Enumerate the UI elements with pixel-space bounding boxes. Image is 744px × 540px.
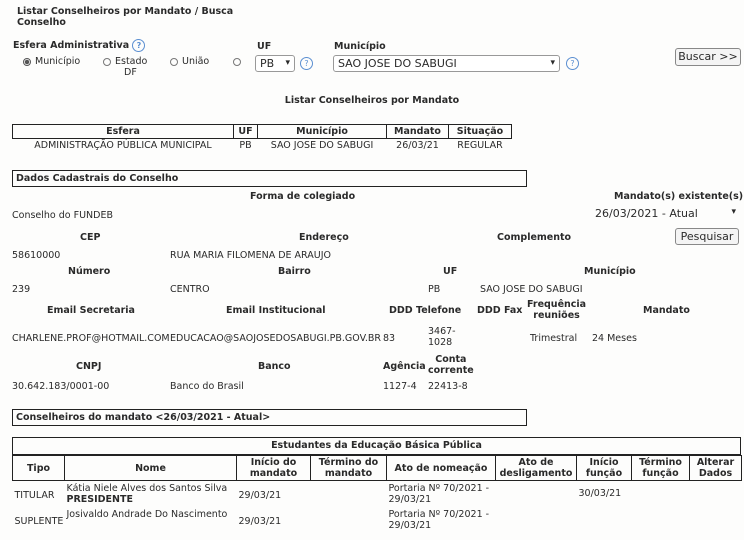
ddd-value: 83 bbox=[383, 333, 396, 344]
ddd-fax-label: DDD Fax bbox=[477, 305, 523, 316]
table-row[interactable]: TITULAR Kátia Niele Alves dos Santos Silva PRESIDENTE 29/03/21 Portaria Nº 70/2021 - 29/03/21 30/03/21 bbox=[14, 483, 622, 505]
col-tipo: Tipo bbox=[13, 456, 65, 481]
mandato-value: 24 Meses bbox=[592, 333, 637, 344]
telefone-value: 3467- 1028 bbox=[428, 326, 456, 348]
group-title: Estudantes da Educação Básica Pública bbox=[12, 437, 741, 455]
banco-value: Banco do Brasil bbox=[170, 381, 244, 392]
frequencia-value: Trimestral bbox=[530, 333, 578, 344]
radio-uniao[interactable]: União bbox=[170, 56, 209, 67]
col-mandato: Mandato bbox=[387, 125, 449, 139]
ddd-label: DDD bbox=[389, 305, 413, 316]
banco-label: Banco bbox=[258, 361, 291, 372]
email-secretaria-label: Email Secretaria bbox=[47, 305, 135, 316]
numero-value: 239 bbox=[12, 284, 31, 295]
agencia-label: Agência bbox=[383, 361, 426, 372]
bairro-label: Bairro bbox=[278, 266, 311, 277]
col-inicio-funcao: Início função bbox=[577, 456, 632, 481]
page-title: Listar Conselheiros por Mandato / Busca Conselho bbox=[17, 6, 234, 28]
email-secretaria-value: CHARLENE.PROF@HOTMAIL.COM bbox=[12, 333, 170, 344]
radio-municipio[interactable]: Município bbox=[23, 56, 80, 67]
chevron-down-icon: ▾ bbox=[285, 58, 290, 68]
numero-label: Número bbox=[68, 266, 111, 277]
esfera-label: Esfera Administrativa ? bbox=[13, 39, 145, 52]
forma-label: Forma de colegiado bbox=[250, 191, 356, 202]
endereco-label: Endereço bbox=[299, 232, 349, 243]
help-icon[interactable]: ? bbox=[132, 39, 145, 52]
email-institucional-value: EDUCACAO@SAOJOSEDOSABUGI.PB.GOV.BR bbox=[170, 333, 382, 344]
help-icon[interactable]: ? bbox=[300, 57, 313, 70]
section-dados-cadastrais: Dados Cadastrais do Conselho bbox=[12, 170, 527, 187]
municipio-label: Município bbox=[334, 41, 386, 52]
radio-estado-df[interactable]: Estado DF bbox=[103, 56, 147, 78]
mandatos-table bbox=[12, 124, 512, 152]
list-heading: Listar Conselheiros por Mandato bbox=[284, 95, 460, 106]
mandato-label: Mandato bbox=[643, 305, 690, 316]
role-badge: PRESIDENTE bbox=[66, 494, 133, 505]
forma-value: Conselho do FUNDEB bbox=[12, 210, 113, 221]
col-nome: Nome bbox=[65, 456, 237, 481]
col-esfera: Esfera bbox=[13, 125, 234, 139]
agencia-value: 1127-4 bbox=[383, 381, 417, 392]
mandato-select[interactable]: 26/03/2021 - Atual ▾ bbox=[595, 207, 736, 220]
col-ato-nomeacao: Ato de nomeação bbox=[387, 456, 496, 481]
radio-icon[interactable] bbox=[170, 58, 178, 66]
col-termino-mandato: Término do mandato bbox=[311, 456, 387, 481]
buscar-button[interactable]: Buscar >> bbox=[675, 48, 741, 66]
col-municipio: Município bbox=[258, 125, 387, 139]
section-conselheiros: Conselheiros do mandato <26/03/2021 - Atual> bbox=[12, 409, 527, 426]
cnpj-value: 30.642.183/0001-00 bbox=[12, 381, 110, 392]
cep-label: CEP bbox=[80, 232, 101, 243]
uf-value: PB bbox=[428, 284, 441, 295]
uf-label-2: UF bbox=[443, 266, 458, 277]
chevron-down-icon: ▾ bbox=[731, 207, 736, 217]
endereco-value: RUA MARIA FILOMENA DE ARAUJO bbox=[170, 250, 331, 261]
cnpj-label: CNPJ bbox=[76, 361, 102, 372]
col-alterar-dados: Alterar Dados bbox=[690, 456, 742, 481]
col-uf: UF bbox=[234, 125, 258, 139]
telefone-label: Telefone bbox=[416, 305, 462, 316]
table-row[interactable]: SUPLENTE Josivaldo Andrade Do Nascimento 29/03/21 Portaria Nº 70/2021 - 29/03/21 bbox=[14, 509, 490, 531]
radio-icon[interactable] bbox=[233, 58, 241, 66]
conselheiros-table bbox=[12, 455, 742, 533]
col-ato-desligamento: Ato de desligamento bbox=[496, 456, 577, 481]
table-row[interactable]: ADMINISTRAÇÃO PÚBLICA MUNICIPAL PB SAO JOSE DO SABUGI 26/03/21 REGULAR bbox=[34, 140, 503, 151]
bairro-value: CENTRO bbox=[170, 284, 210, 295]
radio-icon[interactable] bbox=[103, 58, 111, 66]
municipio-value: SAO JOSE DO SABUGI bbox=[480, 284, 583, 295]
mandatos-label: Mandato(s) existente(s) bbox=[614, 191, 744, 202]
email-institucional-label: Email Institucional bbox=[226, 305, 326, 316]
help-icon[interactable]: ? bbox=[566, 57, 579, 70]
municipio-select[interactable]: SAO JOSE DO SABUGI ▾ bbox=[333, 55, 560, 72]
pesquisar-button[interactable]: Pesquisar bbox=[675, 228, 739, 245]
chevron-down-icon: ▾ bbox=[550, 58, 555, 68]
radio-selected-icon[interactable] bbox=[23, 58, 31, 66]
col-termino-funcao: Término função bbox=[632, 456, 690, 481]
col-situacao: Situação bbox=[449, 125, 512, 139]
conta-label: Conta corrente bbox=[428, 354, 474, 376]
radio-blank[interactable] bbox=[233, 56, 245, 67]
frequencia-label: Frequência reuniões bbox=[527, 299, 587, 321]
municipio-label-2: Município bbox=[584, 266, 636, 277]
complemento-label: Complemento bbox=[497, 232, 572, 243]
col-inicio-mandato: Início do mandato bbox=[237, 456, 311, 481]
cep-value: 58610000 bbox=[12, 250, 61, 261]
conta-value: 22413-8 bbox=[428, 381, 468, 392]
uf-select[interactable]: PB ▾ bbox=[255, 55, 295, 72]
uf-label: UF bbox=[257, 41, 272, 52]
